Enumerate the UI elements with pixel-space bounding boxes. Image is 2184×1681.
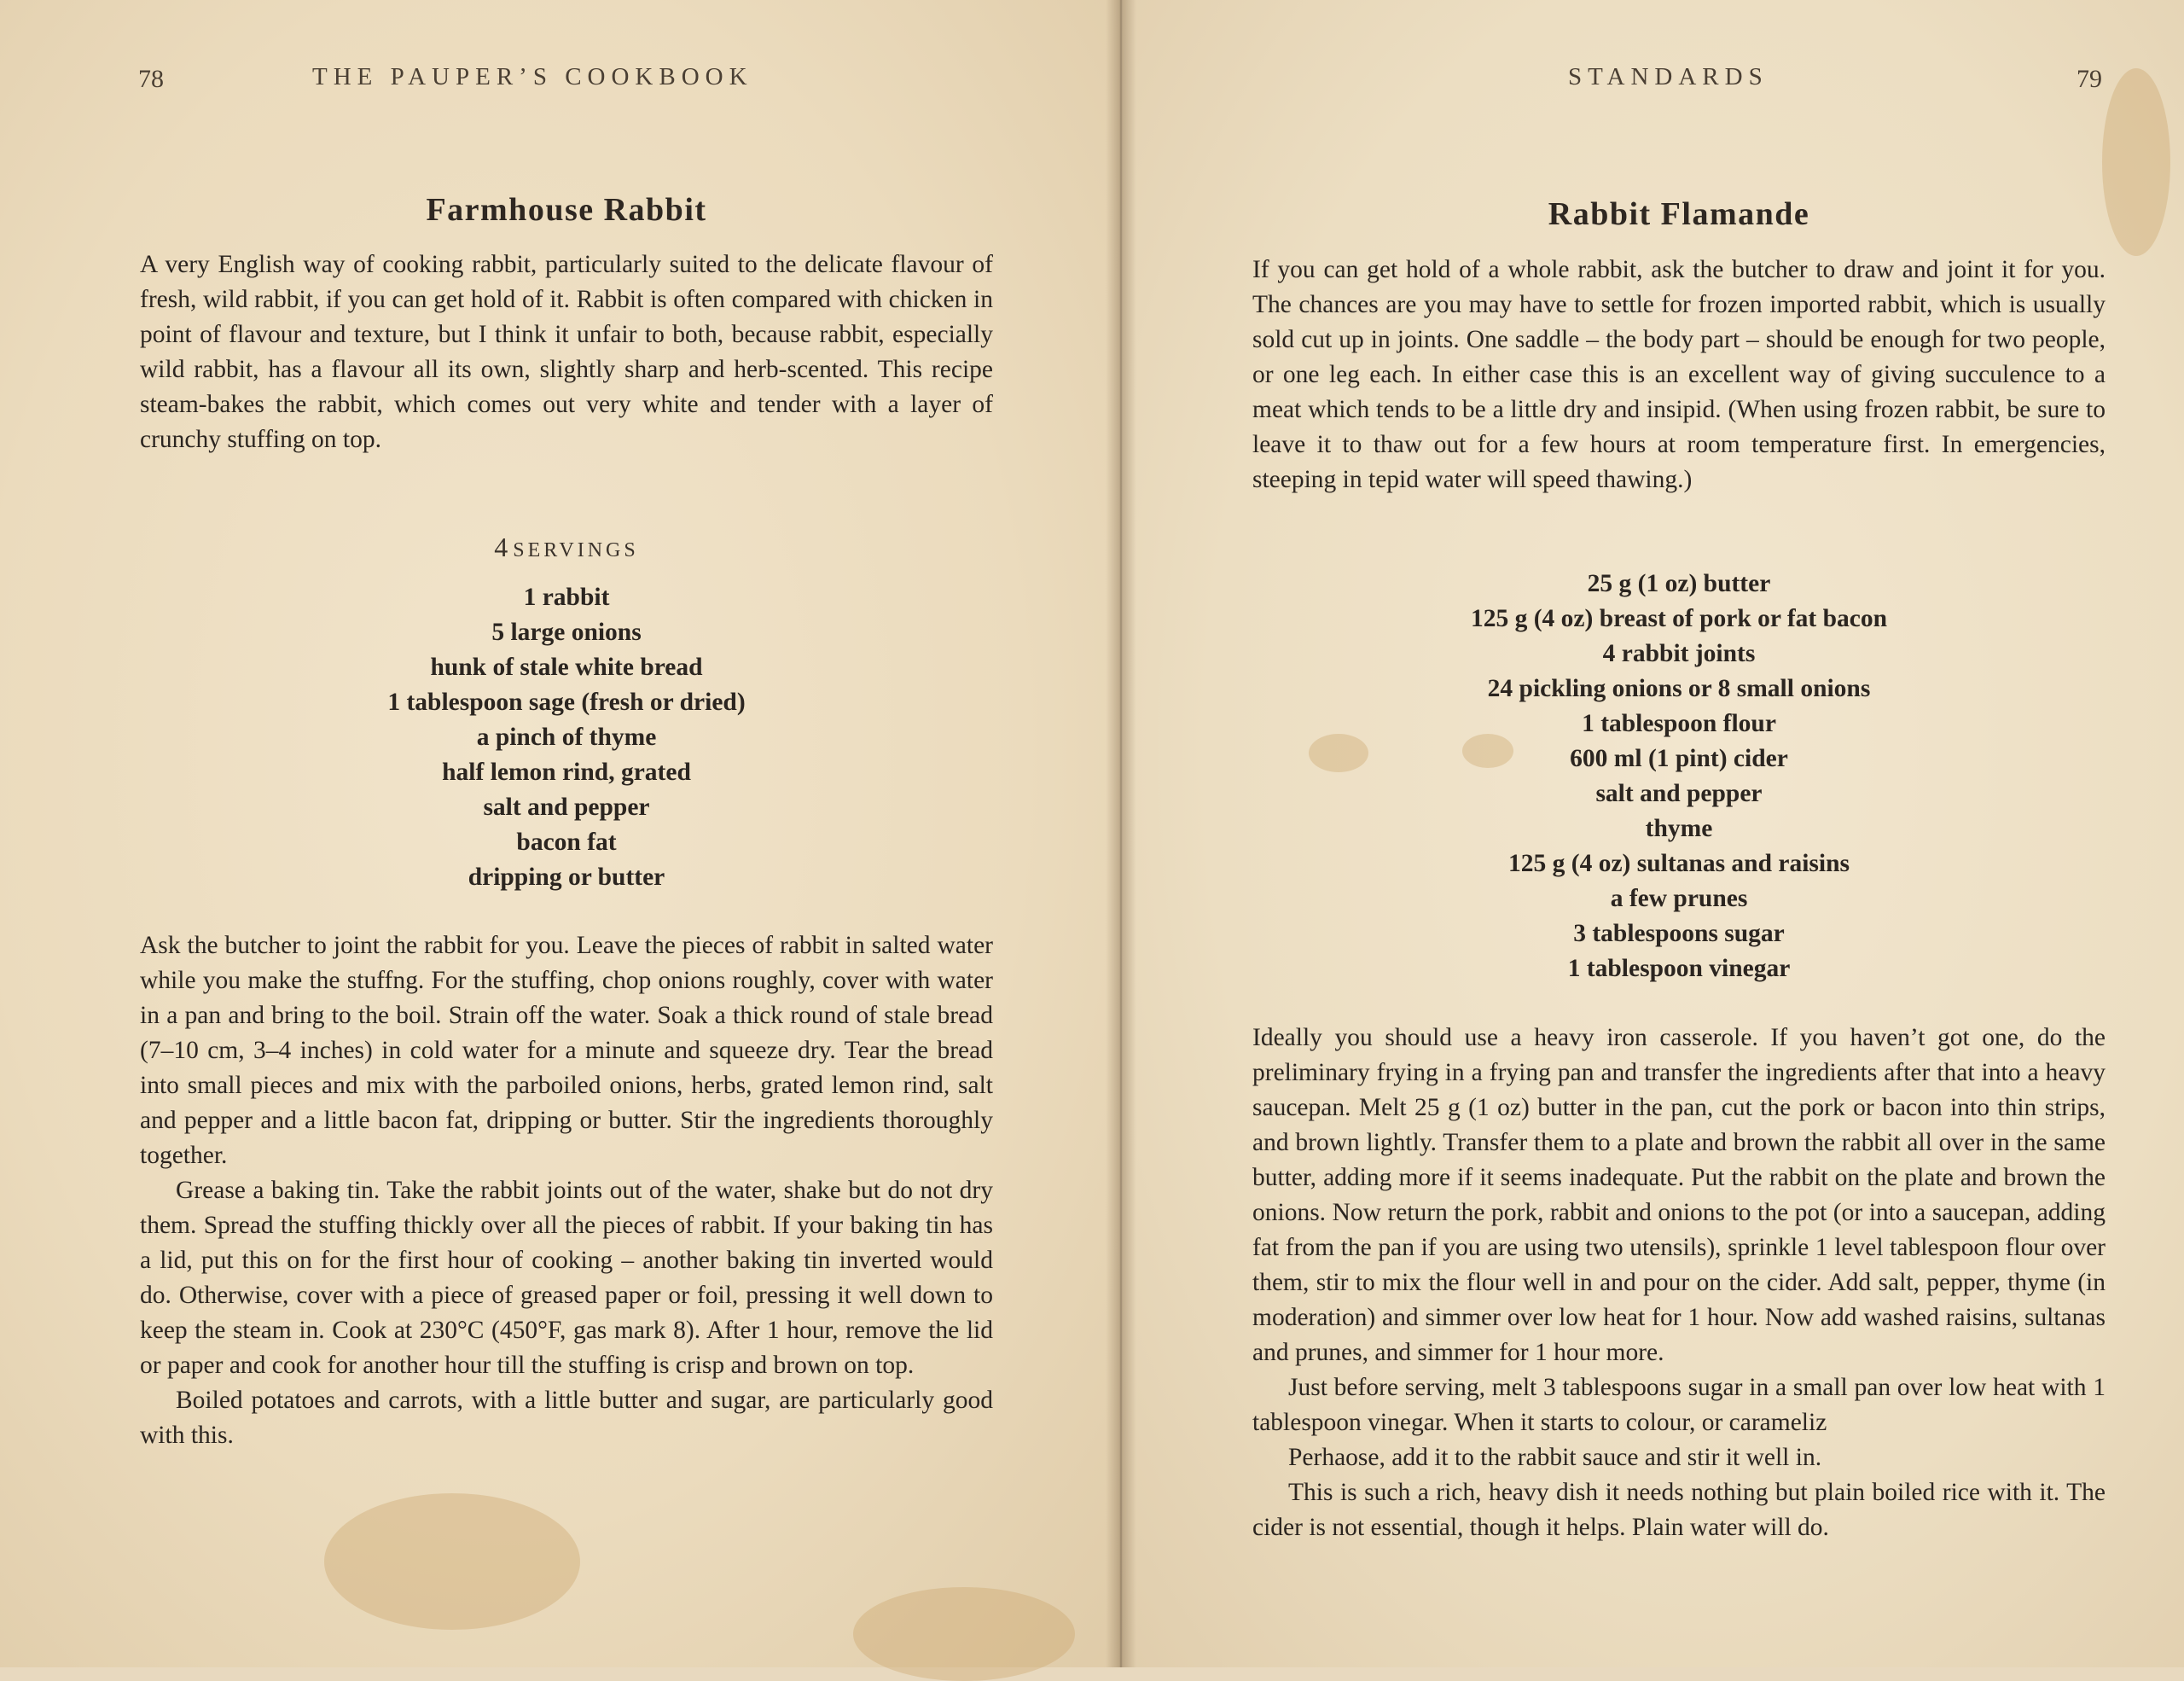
servings-line [140, 532, 993, 563]
ingredient-item: salt and pepper [1595, 780, 1763, 807]
ingredient-item: 4 rabbit joints [1602, 640, 1756, 667]
ingredient-item: 3 tablespoons sugar [1573, 920, 1785, 947]
ingredient-item: 25 g (1 oz) butter [1587, 570, 1771, 597]
method-paragraph: Perhaose, add it to the rabbit sauce and stir it well in. [1288, 1444, 1822, 1471]
ingredient-item: 24 pickling onions or 8 small onions [1487, 675, 1871, 702]
ingredient-item: 1 tablespoon vinegar [1567, 955, 1791, 982]
intro-paragraph: A very English way of cooking rabbit, particularly suited to the delicate flavour of fresh, wild rabbit, if you can get hold of it. Rabbit is often compared with chicken in point of flavour and texture, but I think it unfair to both, because rabbit, especially wild rabbit, has a flavour all its own, slightly sharp and herb-scented. This recipe steam-bakes the rabbit, which comes out very white and tender with a layer of crunchy stuffing on top. [140, 251, 993, 453]
recipe-intro [140, 247, 993, 457]
ingredient-item: a pinch of thyme [476, 724, 657, 751]
book-gutter [1106, 0, 1136, 1667]
intro-paragraph: If you can get hold of a whole rabbit, ask the butcher to draw and joint it for you. The chances are you may have to settle for frozen imported rabbit, which is usually sold cut up in joints. One saddle – the body part – should be enough for two people, or one leg each. In either case this is an excellent way of giving succulence to a meat which tends to be a little dry and insipid. (When using frozen rabbit, be sure to leave it to thaw out for a few hours at room temperature first. In emergencies, steeping in tepid water will speed thawing.) [1252, 256, 2106, 493]
servings-label: SERVINGS [513, 539, 639, 561]
method-paragraph: Just before serving, melt 3 tablespoons sugar in a small pan over low heat with 1 tablespoon vinegar. When it starts to colour, or carameliz [1252, 1374, 2106, 1436]
method-paragraph: Boiled potatoes and carrots, with a little butter and sugar, are particularly good with this. [140, 1387, 993, 1449]
recipe-title: Rabbit Flamande [1548, 196, 1810, 232]
recipe-title: Farmhouse Rabbit [426, 192, 707, 228]
ingredient-item: hunk of stale white bread [430, 654, 703, 681]
running-head: STANDARDS [1568, 63, 1769, 90]
method-paragraph: Grease a baking tin. Take the rabbit joints out of the water, shake but do not dry them. Spread the stuffing thickly over all the pieces of rabbit. If your baking tin has a lid, put this on for the first hour of cooking – another baking tin inverted would do. Otherwise, cover with a piece of greased paper or foil, pressing it well down to keep the steam in. Cook at 230°C (450°F, gas mark 8). After 1 hour, remove the lid or paper and cook for another hour till the stuffing is crisp and brown on top. [140, 1177, 993, 1379]
ingredient-list [140, 580, 993, 895]
recipe-method [140, 928, 993, 1453]
paper-stain [2102, 68, 2170, 256]
page-number: 79 [2077, 65, 2102, 93]
ingredient-item: thyme [1645, 815, 1713, 842]
paper-stain [324, 1493, 580, 1630]
ingredient-list [1252, 567, 2106, 986]
ingredient-item: 1 tablespoon sage (fresh or dried) [387, 689, 746, 716]
ingredient-item: salt and pepper [483, 794, 650, 821]
running-head: THE PAUPER’S COOKBOOK [312, 63, 753, 90]
ingredient-item: bacon fat [516, 829, 617, 856]
ingredient-item: half lemon rind, grated [442, 759, 691, 786]
servings-number: 4 [494, 532, 508, 562]
ingredient-item: 1 rabbit [523, 584, 610, 611]
page-number: 78 [138, 65, 164, 93]
recipe-intro [1252, 253, 2106, 497]
ingredient-item: dripping or butter [468, 864, 665, 891]
method-paragraph: This is such a rich, heavy dish it needs nothing but plain boiled rice with it. The cider is not essential, though it helps. Plain water will do. [1252, 1479, 2106, 1541]
ingredient-item: 5 large onions [491, 619, 642, 646]
ingredient-item: 1 tablespoon flour [1582, 710, 1776, 737]
method-paragraph: Ideally you should use a heavy iron casserole. If you haven’t got one, do the preliminary frying in a frying pan and transfer the ingredients after that into a heavy saucepan. Melt 25 g (1 oz) butter in the pan, cut the pork or bacon into thin strips, and brown lightly. Transfer them to a plate and brown the rabbit all over in the same butter, adding more if it seems inadequate. Put the rabbit on the plate and brown the onions. Now return the pork, rabbit and onions to the pot (or into a saucepan, adding fat from the pan if you are using two utensils), sprinkle 1 level tablespoon flour over them, stir to mix the flour well in and pour on the cider. Add salt, pepper, thyme (in moderation) and simmer over low heat for 1 hour. Now add washed raisins, sultanas and prunes, and simmer for 1 hour more. [1252, 1024, 2106, 1366]
method-paragraph: Ask the butcher to joint the rabbit for you. Leave the pieces of rabbit in salted water while you make the stuffng. For the stuffing, chop onions roughly, cover with water in a pan and bring to the boil. Strain off the water. Soak a thick round of stale bread (7–10 cm, 3–4 inches) in cold water for a minute and squeeze dry. Tear the bread into small pieces and mix with the parboiled onions, herbs, grated lemon rind, salt and pepper and a little bacon fat, dripping or butter. Stir the ingredients thoroughly together. [140, 932, 993, 1169]
right-page [1121, 0, 2184, 1667]
ingredient-item: a few prunes [1610, 885, 1748, 912]
recipe-method [1252, 1021, 2106, 1545]
ingredient-item: 125 g (4 oz) breast of pork or fat bacon [1470, 605, 1888, 632]
ingredient-item: 600 ml (1 pint) cider [1570, 745, 1788, 772]
ingredient-item: 125 g (4 oz) sultanas and raisins [1508, 850, 1850, 877]
